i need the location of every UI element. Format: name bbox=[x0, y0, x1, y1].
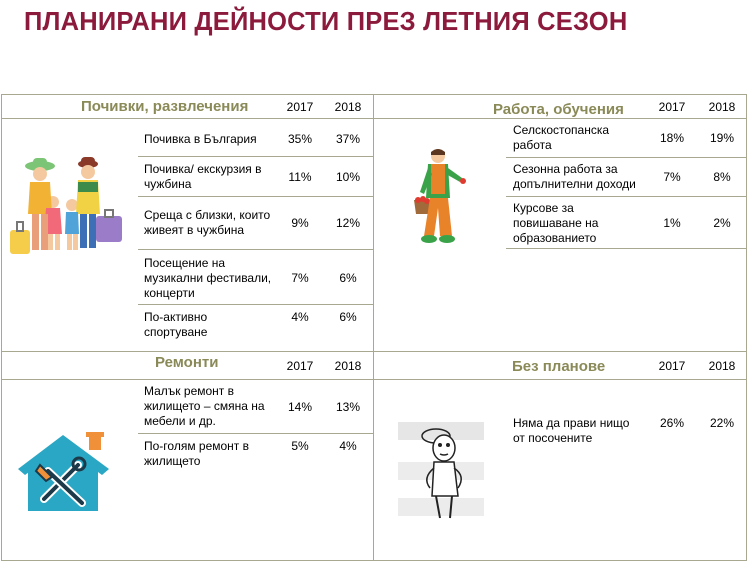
row-divider bbox=[138, 156, 373, 157]
value-2018: 13% bbox=[335, 400, 361, 414]
house-repair-icon bbox=[16, 431, 111, 513]
row-divider bbox=[506, 248, 747, 249]
year-2018: 2018 bbox=[708, 359, 736, 373]
row-label: По-активно спортуване bbox=[144, 310, 208, 339]
center-divider bbox=[373, 94, 374, 561]
value-2017: 11% bbox=[288, 170, 312, 184]
value-2017: 7% bbox=[291, 271, 309, 285]
value-2018: 6% bbox=[339, 271, 357, 285]
value-2017: 35% bbox=[287, 132, 313, 146]
value-2017: 9% bbox=[291, 216, 309, 230]
family-vacation-illustration bbox=[8, 152, 128, 260]
row-label: Почивка/ екскурзия в чужбина bbox=[144, 162, 262, 191]
row-label: Селскостопанска работа bbox=[513, 123, 610, 152]
year-2017: 2017 bbox=[286, 359, 314, 373]
value-2018: 6% bbox=[339, 310, 357, 324]
row-label: По-голям ремонт в жилището bbox=[144, 439, 250, 468]
value-2018: 22% bbox=[709, 416, 735, 430]
row-label: Среща с близки, които живеят в чужбина bbox=[144, 208, 271, 237]
row-label: Курсове за повишаване на образованието bbox=[513, 201, 599, 245]
value-2017: 14% bbox=[287, 400, 313, 414]
value-2018: 8% bbox=[713, 170, 731, 184]
section-title-work: Работа, обучения bbox=[493, 101, 624, 118]
value-2017: 18% bbox=[659, 131, 685, 145]
row-divider bbox=[506, 157, 747, 158]
row-label: Няма да прави нищо от посочените bbox=[513, 416, 630, 445]
header-divider-bottom bbox=[1, 379, 747, 380]
value-2018: 2% bbox=[713, 216, 731, 230]
row-label: Малък ремонт в жилището – смяна на мебели и др. bbox=[144, 384, 265, 428]
section-title-no-plans: Без планове bbox=[512, 358, 606, 375]
value-2018: 10% bbox=[335, 170, 361, 184]
section-title-repairs: Ремонти bbox=[155, 354, 219, 371]
year-2018: 2018 bbox=[708, 100, 736, 114]
row-divider bbox=[138, 433, 373, 434]
value-2017: 4% bbox=[291, 310, 309, 324]
year-2018: 2018 bbox=[334, 100, 362, 114]
value-2018: 19% bbox=[709, 131, 735, 145]
row-divider bbox=[138, 196, 373, 197]
section-title-rest: Почивки, развлечения bbox=[81, 98, 249, 115]
row-label: Сезонна работа за допълнителни доходи bbox=[513, 162, 636, 191]
row-divider bbox=[138, 249, 373, 250]
year-2018: 2018 bbox=[334, 359, 362, 373]
row-label: Посещение на музикални фестивали, концерти bbox=[144, 256, 272, 300]
value-2018: 12% bbox=[335, 216, 361, 230]
value-2018: 4% bbox=[339, 439, 357, 453]
year-2017: 2017 bbox=[286, 100, 314, 114]
page-title: ПЛАНИРАНИ ДЕЙНОСТИ ПРЕЗ ЛЕТНИЯ СЕЗОН bbox=[24, 8, 628, 36]
row-divider bbox=[506, 196, 747, 197]
middle-divider bbox=[1, 351, 747, 352]
row-label: Почивка в България bbox=[144, 132, 257, 146]
year-2017: 2017 bbox=[658, 359, 686, 373]
value-2017: 26% bbox=[659, 416, 685, 430]
header-divider-top bbox=[1, 118, 747, 119]
value-2017: 7% bbox=[663, 170, 681, 184]
value-2017: 5% bbox=[291, 439, 309, 453]
idle-man-sketch-illustration bbox=[396, 418, 488, 522]
farmer-worker-illustration bbox=[410, 146, 470, 250]
value-2018: 37% bbox=[335, 132, 361, 146]
value-2017: 1% bbox=[663, 216, 681, 230]
year-2017: 2017 bbox=[658, 100, 686, 114]
row-divider bbox=[138, 304, 373, 305]
